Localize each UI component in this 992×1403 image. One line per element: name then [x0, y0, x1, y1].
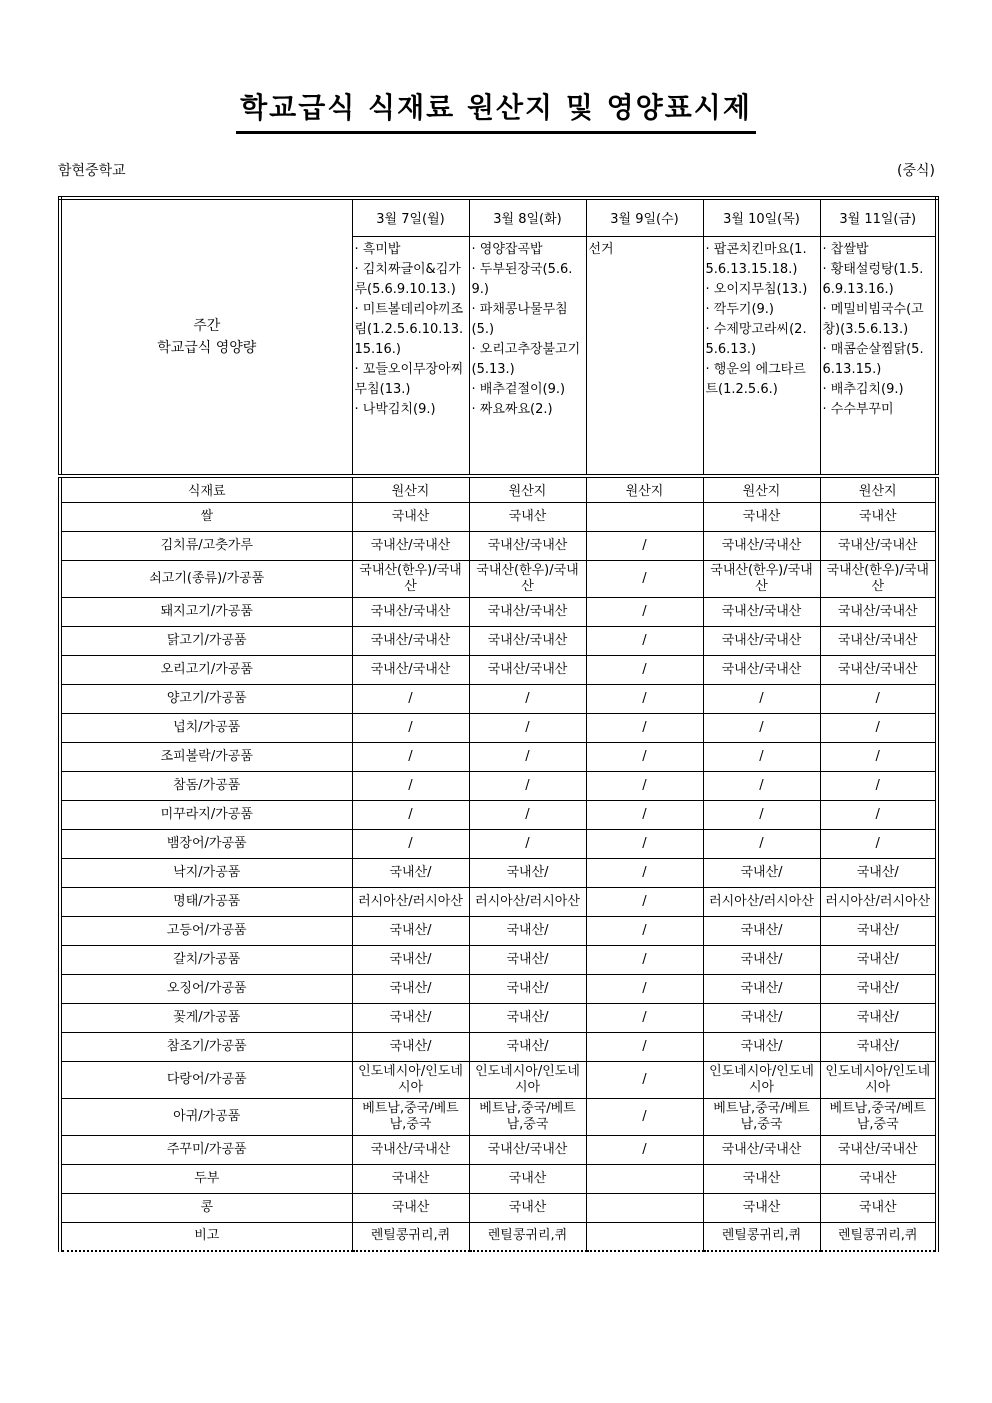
menu-item: · 오이지무침(13.) — [705, 281, 808, 297]
title-wrap — [0, 0, 992, 134]
origin-value: 국내산/국내산 — [469, 531, 586, 560]
origin-value: 국내산 — [469, 1164, 586, 1193]
meal-type: (중식) — [897, 163, 935, 179]
ingredient-label: 주꾸미/가공품 — [60, 1135, 352, 1164]
ingredient-row — [60, 713, 937, 742]
origin-value: / — [820, 713, 937, 742]
school-name: 함현중학교 — [58, 163, 126, 179]
origin-value — [586, 1193, 703, 1222]
origin-value: 국내산(한우)/국내산 — [703, 560, 820, 597]
ingredient-row — [60, 771, 937, 800]
origin-value: 국내산/ — [469, 945, 586, 974]
origin-value: / — [586, 945, 703, 974]
ingredient-label: 넙치/가공품 — [60, 713, 352, 742]
week-label-cell — [60, 198, 352, 476]
origin-value: / — [586, 560, 703, 597]
origin-value: 국내산/ — [820, 945, 937, 974]
origin-value: 국내산/ — [820, 916, 937, 945]
ingredient-label: 오리고기/가공품 — [60, 655, 352, 684]
origin-value: 국내산/ — [352, 916, 469, 945]
menu-item: · 팝콘치킨마요(1.5.6.13.15.18.) — [705, 241, 807, 277]
origin-value: 인도네시아/인도네시아 — [703, 1061, 820, 1098]
origin-value: 인도네시아/인도네시아 — [469, 1061, 586, 1098]
origin-value: 국내산/국내산 — [352, 531, 469, 560]
origin-value: 국내산/ — [469, 1003, 586, 1032]
origin-value: 국내산 — [703, 1193, 820, 1222]
origin-table — [58, 196, 939, 1252]
origin-value: 국내산(한우)/국내산 — [469, 560, 586, 597]
origin-value: 국내산/ — [469, 916, 586, 945]
origin-value: / — [586, 829, 703, 858]
origin-value: 러시아산/러시아산 — [703, 887, 820, 916]
origin-value: 국내산/ — [469, 974, 586, 1003]
origin-value: 베트남,중국/베트남,중국 — [469, 1098, 586, 1135]
menu-item: · 파채콩나물무침(5.) — [471, 301, 568, 337]
ingredient-row — [60, 974, 937, 1003]
menu-cell-tue — [469, 236, 586, 476]
ingredient-row — [60, 800, 937, 829]
origin-value — [586, 502, 703, 531]
origin-value: 국내산/국내산 — [469, 597, 586, 626]
origin-value: / — [586, 597, 703, 626]
origin-value: 국내산/ — [352, 858, 469, 887]
origin-value: 베트남,중국/베트남,중국 — [820, 1098, 937, 1135]
origin-value: 국내산 — [703, 1164, 820, 1193]
origin-value: / — [820, 800, 937, 829]
ingredient-row — [60, 1222, 937, 1251]
date-header-tue: 3월 8일(화) — [469, 198, 586, 236]
origin-value: / — [469, 800, 586, 829]
origin-value: / — [586, 887, 703, 916]
ingredient-label: 미꾸라지/가공품 — [60, 800, 352, 829]
origin-value: 렌틸콩귀리,퀴 — [469, 1222, 586, 1251]
ingredient-row — [60, 1098, 937, 1135]
ingredient-label: 아귀/가공품 — [60, 1098, 352, 1135]
menu-item: · 김치짜글이&김가루(5.6.9.10.13.) — [354, 261, 461, 297]
origin-value: / — [586, 626, 703, 655]
origin-value: 국내산/국내산 — [352, 597, 469, 626]
menu-item: · 짜요짜요(2.) — [471, 401, 553, 417]
origin-value — [586, 1164, 703, 1193]
origin-value: 국내산/국내산 — [352, 655, 469, 684]
origin-value: 렌틸콩귀리,퀴 — [703, 1222, 820, 1251]
ingredient-label: 비고 — [60, 1222, 352, 1251]
menu-item: · 흑미밥 — [354, 241, 401, 257]
origin-value: 베트남,중국/베트남,중국 — [352, 1098, 469, 1135]
origin-value: 렌틸콩귀리,퀴 — [820, 1222, 937, 1251]
origin-header: 원산지 — [703, 476, 820, 502]
origin-value: 러시아산/러시아산 — [352, 887, 469, 916]
menu-item: · 황태설렁탕(1.5.6.9.13.16.) — [822, 261, 924, 297]
origin-value: 국내산/국내산 — [469, 1135, 586, 1164]
origin-value: 렌틸콩귀리,퀴 — [352, 1222, 469, 1251]
menu-item: 선거 — [588, 241, 614, 257]
origin-value: 국내산/국내산 — [352, 1135, 469, 1164]
origin-value: / — [586, 916, 703, 945]
ingredient-label: 다랑어/가공품 — [60, 1061, 352, 1098]
origin-value: 국내산/ — [469, 1032, 586, 1061]
origin-value: / — [352, 742, 469, 771]
origin-value: 국내산/ — [820, 1032, 937, 1061]
ingredient-row — [60, 597, 937, 626]
origin-value: / — [586, 771, 703, 800]
origin-value: / — [586, 1003, 703, 1032]
origin-value: / — [820, 829, 937, 858]
date-header-row — [60, 198, 937, 236]
origin-value: 국내산(한우)/국내산 — [352, 560, 469, 597]
week-label-line2: 학교급식 영양량 — [157, 340, 257, 356]
ingredient-row — [60, 945, 937, 974]
ingredient-row — [60, 531, 937, 560]
origin-value: / — [469, 829, 586, 858]
menu-item: · 깍두기(9.) — [705, 301, 774, 317]
origin-value: / — [586, 1135, 703, 1164]
origin-value: / — [586, 713, 703, 742]
origin-value: / — [586, 1061, 703, 1098]
ingredient-row — [60, 684, 937, 713]
menu-cell-fri — [820, 236, 937, 476]
origin-header: 원산지 — [586, 476, 703, 502]
origin-value: / — [352, 713, 469, 742]
origin-value: 국내산/ — [703, 858, 820, 887]
menu-cell-mon — [352, 236, 469, 476]
origin-value: / — [586, 684, 703, 713]
origin-value: 국내산/국내산 — [820, 531, 937, 560]
origin-value: 국내산/국내산 — [820, 597, 937, 626]
origin-value: 국내산/국내산 — [703, 531, 820, 560]
origin-value: 국내산/국내산 — [820, 626, 937, 655]
origin-value: 국내산(한우)/국내산 — [820, 560, 937, 597]
origin-value: / — [586, 655, 703, 684]
ingredient-label: 뱀장어/가공품 — [60, 829, 352, 858]
menu-item: · 배추겉절이(9.) — [471, 381, 566, 397]
date-header-fri: 3월 11일(금) — [820, 198, 937, 236]
origin-value: / — [820, 684, 937, 713]
origin-value: / — [352, 800, 469, 829]
origin-value: / — [820, 771, 937, 800]
origin-value: / — [703, 771, 820, 800]
ingredient-row — [60, 655, 937, 684]
origin-value: 국내산 — [820, 502, 937, 531]
origin-value: / — [469, 771, 586, 800]
ingredient-label: 낙지/가공품 — [60, 858, 352, 887]
origin-value: / — [586, 531, 703, 560]
origin-value: / — [586, 858, 703, 887]
origin-value: 러시아산/러시아산 — [820, 887, 937, 916]
ingredient-header: 식재료 — [60, 476, 352, 502]
origin-header: 원산지 — [469, 476, 586, 502]
menu-item: · 배추김치(9.) — [822, 381, 904, 397]
origin-value: / — [703, 742, 820, 771]
origin-value: / — [703, 800, 820, 829]
ingredient-label: 꽃게/가공품 — [60, 1003, 352, 1032]
origin-value: 국내산 — [352, 502, 469, 531]
origin-value: 국내산/ — [703, 974, 820, 1003]
origin-value: 국내산 — [469, 1193, 586, 1222]
origin-value: 국내산/ — [703, 916, 820, 945]
menu-item: · 꼬들오이무장아찌무침(13.) — [354, 361, 464, 397]
origin-value: / — [586, 1098, 703, 1135]
ingredient-label: 참조기/가공품 — [60, 1032, 352, 1061]
origin-value: 국내산/국내산 — [820, 1135, 937, 1164]
origin-value: 국내산/국내산 — [820, 655, 937, 684]
origin-value: / — [703, 829, 820, 858]
origin-value: 국내산 — [820, 1193, 937, 1222]
menu-item: · 오리고추장불고기(5.13.) — [471, 341, 581, 377]
ingredient-row — [60, 1193, 937, 1222]
origin-value: 국내산/ — [703, 945, 820, 974]
origin-value: 국내산/국내산 — [352, 626, 469, 655]
origin-value: / — [703, 684, 820, 713]
menu-item: · 수제망고라씨(2.5.6.13.) — [705, 321, 807, 357]
origin-value: / — [586, 742, 703, 771]
ingredient-label: 쇠고기(종류)/가공품 — [60, 560, 352, 597]
origin-value: 국내산/ — [820, 1003, 937, 1032]
ingredient-row — [60, 1164, 937, 1193]
ingredient-row — [60, 560, 937, 597]
origin-value: 국내산 — [820, 1164, 937, 1193]
ingredient-row — [60, 626, 937, 655]
ingredient-label: 양고기/가공품 — [60, 684, 352, 713]
ingredient-row — [60, 1003, 937, 1032]
origin-value: 국내산 — [352, 1193, 469, 1222]
date-header-thu: 3월 10일(목) — [703, 198, 820, 236]
week-label-line1: 주간 — [193, 318, 221, 334]
ingredient-row — [60, 502, 937, 531]
origin-value: / — [352, 684, 469, 713]
ingredient-row — [60, 858, 937, 887]
origin-value: / — [352, 829, 469, 858]
menu-item: · 매콤순살찜닭(5.6.13.15.) — [822, 341, 924, 377]
ingredient-label: 고등어/가공품 — [60, 916, 352, 945]
origin-value: 국내산 — [352, 1164, 469, 1193]
ingredient-label: 명태/가공품 — [60, 887, 352, 916]
ingredient-row — [60, 1032, 937, 1061]
ingredient-row — [60, 887, 937, 916]
origin-value: / — [820, 742, 937, 771]
origin-value: 국내산/ — [820, 974, 937, 1003]
menu-item: · 나박김치(9.) — [354, 401, 436, 417]
ingredient-label: 갈치/가공품 — [60, 945, 352, 974]
origin-value: / — [586, 974, 703, 1003]
ingredient-label: 참돔/가공품 — [60, 771, 352, 800]
ingredient-label: 두부 — [60, 1164, 352, 1193]
origin-value — [586, 1222, 703, 1251]
menu-item: · 메밀비빔국수(고창)(3.5.6.13.) — [822, 301, 924, 337]
origin-value: 국내산 — [469, 502, 586, 531]
ingredient-label: 쌀 — [60, 502, 352, 531]
origin-value: / — [703, 713, 820, 742]
ingredient-label: 김치류/고춧가루 — [60, 531, 352, 560]
origin-value: 국내산/ — [352, 974, 469, 1003]
origin-value: 국내산 — [703, 502, 820, 531]
menu-item: · 미트볼데리야끼조림(1.2.5.6.10.13.15.16.) — [354, 301, 464, 357]
origin-value: / — [586, 800, 703, 829]
origin-value: 국내산/국내산 — [469, 626, 586, 655]
origin-value: 국내산/국내산 — [703, 1135, 820, 1164]
origin-value: 국내산/국내산 — [469, 655, 586, 684]
origin-header-row — [60, 476, 937, 502]
menu-item: · 찹쌀밥 — [822, 241, 869, 257]
date-header-wed: 3월 9일(수) — [586, 198, 703, 236]
ingredient-row — [60, 829, 937, 858]
ingredient-row — [60, 742, 937, 771]
ingredient-label: 조피볼락/가공품 — [60, 742, 352, 771]
origin-value: 러시아산/러시아산 — [469, 887, 586, 916]
origin-value: 인도네시아/인도네시아 — [820, 1061, 937, 1098]
origin-value: 국내산/ — [352, 1003, 469, 1032]
menu-item: · 영양잡곡밥 — [471, 241, 543, 257]
origin-value: / — [469, 713, 586, 742]
subheader — [58, 162, 935, 180]
ingredient-row — [60, 916, 937, 945]
origin-value: 베트남,중국/베트남,중국 — [703, 1098, 820, 1135]
ingredient-row — [60, 1061, 937, 1098]
origin-header: 원산지 — [352, 476, 469, 502]
origin-value: 국내산/ — [703, 1003, 820, 1032]
origin-value: / — [352, 771, 469, 800]
menu-item: · 행운의 에그타르트(1.2.5.6.) — [705, 361, 806, 397]
origin-value: 국내산/ — [703, 1032, 820, 1061]
origin-value: 국내산/국내산 — [703, 597, 820, 626]
origin-value: 국내산/국내산 — [703, 655, 820, 684]
ingredient-label: 오징어/가공품 — [60, 974, 352, 1003]
origin-value: 국내산/국내산 — [703, 626, 820, 655]
ingredient-label: 돼지고기/가공품 — [60, 597, 352, 626]
menu-item: · 두부된장국(5.6.9.) — [471, 261, 573, 297]
origin-value: / — [586, 1032, 703, 1061]
ingredient-label: 닭고기/가공품 — [60, 626, 352, 655]
menu-cell-thu — [703, 236, 820, 476]
origin-value: 국내산/ — [352, 1032, 469, 1061]
origin-value: 국내산/ — [820, 858, 937, 887]
origin-value: 국내산/ — [352, 945, 469, 974]
ingredient-label: 콩 — [60, 1193, 352, 1222]
page-title: 학교급식 식재료 원산지 및 영양표시제 — [236, 86, 756, 134]
origin-value: / — [469, 742, 586, 771]
ingredient-row — [60, 1135, 937, 1164]
origin-value: 인도네시아/인도네시아 — [352, 1061, 469, 1098]
menu-cell-wed — [586, 236, 703, 476]
menu-item: · 수수부꾸미 — [822, 401, 894, 417]
origin-header: 원산지 — [820, 476, 937, 502]
origin-value: 국내산/ — [469, 858, 586, 887]
date-header-mon: 3월 7일(월) — [352, 198, 469, 236]
origin-value: / — [469, 684, 586, 713]
